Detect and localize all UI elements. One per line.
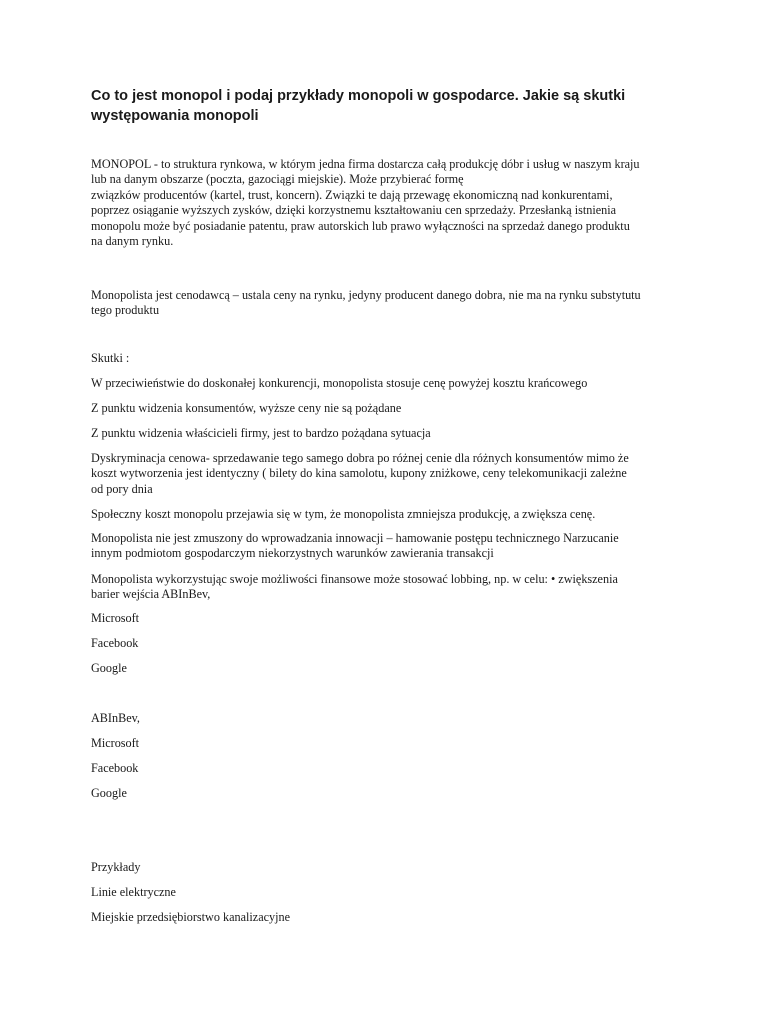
company-item: Google (91, 786, 127, 800)
text-line: na danym rynku. (91, 234, 174, 249)
text-line: lub na danym obszarze (poczta, gazociągi miejskie). Może przybierać formę (91, 172, 464, 187)
company-item: Microsoft (91, 736, 140, 750)
monopolist-paragraph (91, 288, 691, 319)
examples-heading: Przykłady (91, 860, 141, 874)
text-line: Monopolista wykorzystując swoje możliwości finansowe może stosować lobbing, np. w celu: • zwiększenia (91, 572, 618, 586)
company-item: Facebook (91, 761, 139, 775)
example-item: Miejskie przedsiębiorstwo kanalizacyjne (91, 910, 290, 924)
company-item: Microsoft (91, 611, 140, 625)
example-item: Linie elektryczne (91, 885, 176, 899)
text-line: Monopolista jest cenodawcą – ustala ceny na rynku, jedyny producent danego dobra, nie ma na rynku substytutu (91, 288, 641, 302)
company-item: Google (91, 661, 127, 675)
text-line: monopolu może być posiadanie patentu, praw autorskich lub prawo wyłączności na sprzedaż danego produktu (91, 218, 630, 233)
lobbying-paragraph (91, 572, 691, 603)
text-line: Monopolista nie jest zmuszony do wprowadzania innowacji – hamowanie postępu technicznego Narzucanie (91, 531, 619, 545)
social-cost-paragraph: Społeczny koszt monopolu przejawia się w tym, że monopolista zmniejsza produkcję, a zwiększa cenę. (91, 507, 596, 521)
text-line: związków producentów (kartel, trust, koncern). Związki te dają przewagę ekonomiczną nad konkurentami, (91, 187, 613, 202)
monopoly-definition-paragraph (91, 157, 691, 249)
effect-item: Z punktu widzenia właścicieli firmy, jest to bardzo pożądana sytuacja (91, 426, 431, 440)
effects-heading: Skutki : (91, 351, 130, 365)
company-item: ABInBev, (91, 711, 140, 725)
text-line: MONOPOL - to struktura rynkowa, w którym jedna firma dostarcza całą produkcję dóbr i usług w naszym kraju (91, 157, 640, 171)
company-item: Facebook (91, 636, 139, 650)
document-title: Co to jest monopol i podaj przykłady monopoli w gospodarce. Jakie są skutki występowania monopoli (91, 88, 626, 124)
price-discrimination-paragraph (91, 451, 691, 497)
effect-item: Z punktu widzenia konsumentów, wyższe ceny nie są pożądane (91, 401, 402, 415)
text-line: barier wejścia ABInBev, (91, 587, 211, 602)
text-line: Dyskryminacja cenowa- sprzedawanie tego samego dobra po różnej cenie dla różnych konsumentów mimo że (91, 451, 629, 465)
text-line: innym podmiotom gospodarczym niekorzystnych warunków zawierania transakcji (91, 546, 494, 561)
text-line: poprzez osiąganie wyższych zysków, dzięki korzystnemu kształtowaniu cen sprzedaży. Przesłanką istnienia (91, 203, 617, 218)
innovation-paragraph (91, 531, 691, 562)
effect-item: W przeciwieństwie do doskonałej konkurencji, monopolista stosuje cenę powyżej kosztu krańcowego (91, 376, 588, 390)
text-line: od pory dnia (91, 481, 153, 496)
text-line: koszt wytworzenia jest identyczny ( bilety do kina samolotu, kupony zniżkowe, ceny telekomunikacji zależne (91, 466, 627, 481)
text-line: tego produktu (91, 303, 160, 318)
